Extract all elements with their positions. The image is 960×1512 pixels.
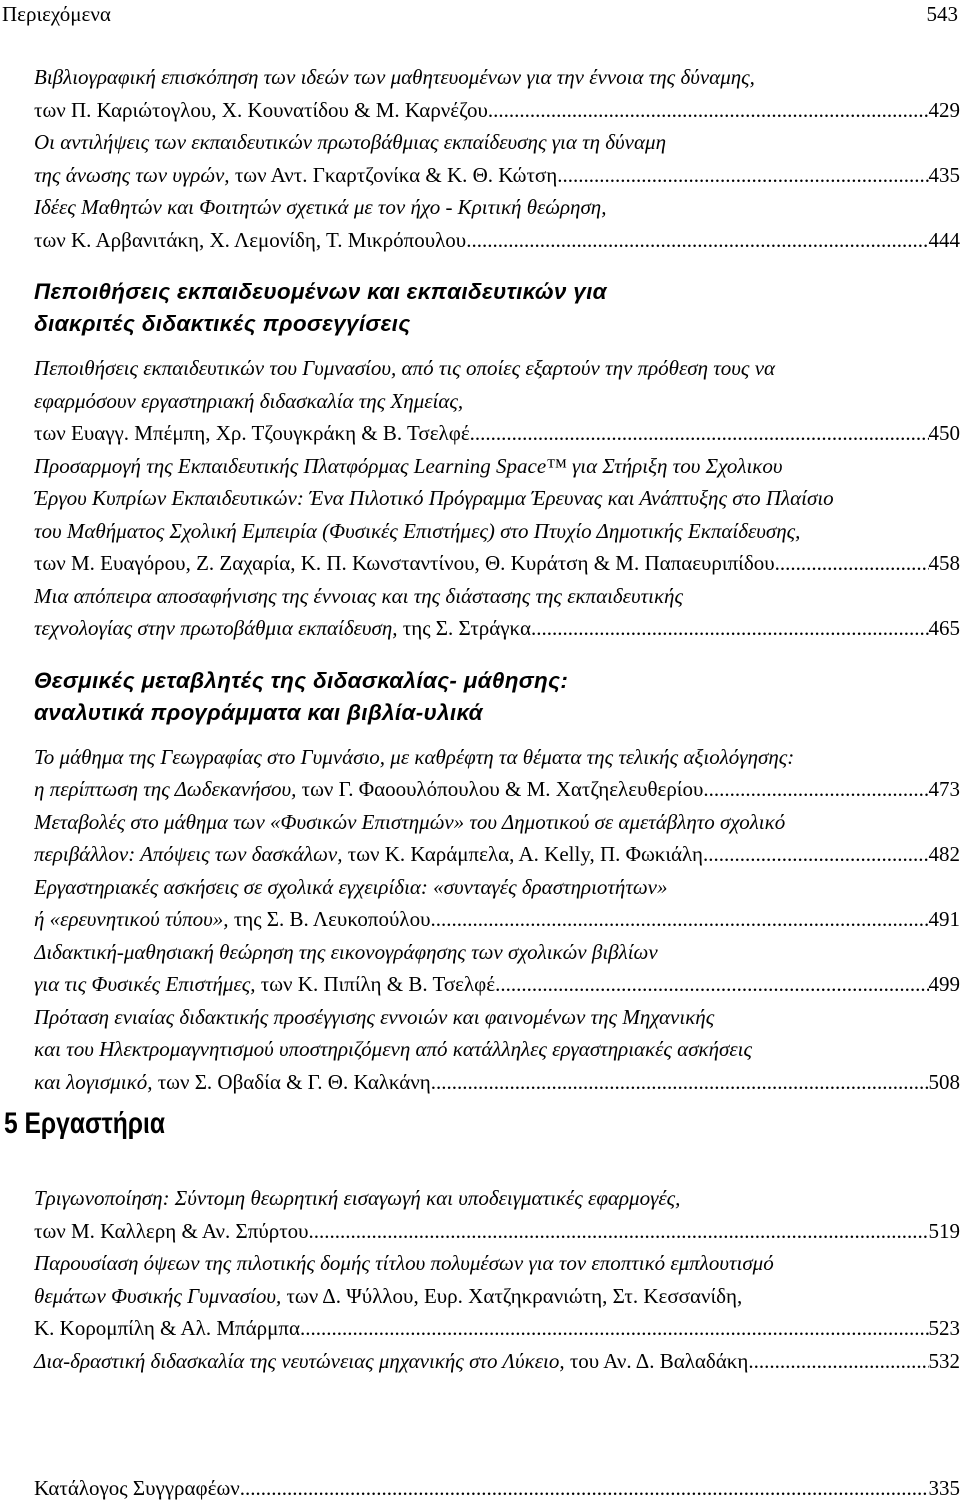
- entry-page: 519: [928, 1218, 960, 1243]
- entry-authors: της Σ. Στράγκα: [402, 616, 531, 640]
- entry-title-line: Το μάθημα της Γεωγραφίας στο Γυμνάσιο, με καθρέφτη τα θέματα της τελικής αξιολόγησης:: [34, 744, 795, 769]
- toc-entry[interactable]: [34, 352, 960, 450]
- header-title: Περιεχόμενα: [2, 2, 111, 26]
- entry-authors: των Κ. Πιπίλη & Β. Τσελφέ: [260, 972, 496, 996]
- toc-entry[interactable]: Εργαστηριακές ασκήσεις σε σχολικά εγχειρίδια: «συνταγές δραστηριοτήτων» ή «ερευνητικού τύπου», της Σ. Β. Λευκοπούλου ..... 491: [34, 871, 960, 936]
- entry-title-line: Μεταβολές στο μάθημα των «Φυσικών Επιστημών» του Δημοτικού σε αμετάβλητο σχολικό: [34, 809, 786, 834]
- entry-title-line: Πρόταση ενιαίας διδακτικής προσέγγισης εννοιών και φαινομένων της Μηχανικής: [34, 1004, 715, 1029]
- entry-title-line: Τριγωνοποίηση: Σύντομη θεωρητική εισαγωγή και υποδειγματικές εφαρμογές,: [34, 1186, 681, 1210]
- entry-title-line: Προσαρμογή της Εκπαιδευτικής Πλατφόρμας Learning Space™ για Στήριξη του Σχολικου: [34, 453, 783, 478]
- entry-title-line: Παρουσίαση όψεων της πιλοτικής δομής τίτλου πολυμέσων για τον εποπτικό εμπλουτισμό: [34, 1251, 774, 1275]
- entry-title-line: Έργου Κυπρίων Εκπαιδευτικών: Ένα Πιλοτικό Πρόγραμμα Έρευνας και Ανάπτυξης στο Πλαίσιο: [34, 486, 834, 510]
- toc-entry[interactable]: [34, 191, 960, 256]
- entry-page: 335: [928, 1476, 960, 1500]
- dot-leader: [488, 94, 929, 127]
- entry-authors: του Αν. Δ. Βαλαδάκη: [569, 1348, 749, 1373]
- toc-entry[interactable]: [34, 61, 960, 126]
- entry-authors: της Σ. Β. Λευκοπούλου: [233, 907, 431, 931]
- entry-authors: των Δ. Ψύλλου, Ευρ. Χατζηκρανιώτη, Στ. Κεσσανίδη,: [286, 1283, 743, 1308]
- page-header: [0, 0, 960, 30]
- section-heading: Θεσμικές μεταβλητές της διδασκαλίας- μάθησης: αναλυτικά προγράμματα και βιβλία-υλικά: [34, 667, 569, 725]
- entry-page: 491: [928, 907, 960, 931]
- dot-leader: [466, 224, 928, 257]
- toc-entry[interactable]: Δια-δραστική διδασκαλία της νευτώνειας μηχανικής στο Λύκειο, του Αν. Δ. Βαλαδάκη ..... 532: [34, 1345, 960, 1378]
- entry-authors: των Σ. Οβαδία & Γ. Θ. Καλκάνη: [157, 1069, 431, 1094]
- entry-title-line: Μια απόπειρα αποσαφήνισης της έννοιας και της διάστασης της εκπαιδευτικής: [34, 583, 683, 608]
- dot-leader: [470, 417, 929, 450]
- entry-title-line: Πεποιθήσεις εκπαιδευτικών του Γυμνασίου, από τις οποίες εξαρτούν την πρόθεση τους να: [34, 356, 776, 380]
- dot-leader: [703, 838, 928, 871]
- toc-entry[interactable]: Πρόταση ενιαίας διδακτικής προσέγγισης εννοιών και φαινομένων της Μηχανικής και του Ηλεκτρομαγνητισμού υποστηριζόμενη από κατάλληλες εργαστηριακές ασκήσεις και λογισμικό, των Σ. Οβαδία & Γ. Θ. Καλκάνη ..... 508: [34, 1001, 960, 1099]
- entry-authors: των Αντ. Γκαρτζονίκα & Κ. Θ. Κώτση: [234, 162, 558, 187]
- entry-page: 499: [928, 972, 960, 996]
- chapter-heading: 5 Εργαστήρια: [4, 1107, 165, 1140]
- dot-leader: [703, 773, 928, 806]
- toc-entry[interactable]: Διδακτική-μαθησιακή θεώρηση της εικονογράφησης των σχολικών βιβλίων για τις Φυσικές Επιστήμες, των Κ. Πιπίλη & Β. Τσελφέ ..... 499: [34, 936, 960, 1001]
- toc-entry[interactable]: Παρουσίαση όψεων της πιλοτικής δομής τίτλου πολυμέσων για τον εποπτικό εμπλουτισμό θεμάτων Φυσικής Γυμνασίου, των Δ. Ψύλλου, Ευρ. Χατζηκρανιώτη, Στ. Κεσσανίδη, Κ. Κορομπίλη & Αλ. Μπάρμπα ..... 523: [34, 1247, 960, 1345]
- entry-title-line: Εργαστηριακές ασκήσεις σε σχολικά εγχειρίδια: «συνταγές δραστηριοτήτων»: [34, 874, 668, 899]
- dot-leader: [775, 547, 929, 580]
- entry-title-line: και του Ηλεκτρομαγνητισμού υποστηριζόμενη από κατάλληλες εργαστηριακές ασκήσεις: [34, 1037, 753, 1061]
- dot-leader: [300, 1312, 929, 1345]
- toc-content: [4, 61, 960, 1377]
- entry-authors: των Μ. Καλλερη & Αν. Σπύρτου: [34, 1218, 309, 1243]
- toc-entry[interactable]: Το μάθημα της Γεωγραφίας στο Γυμνάσιο, με καθρέφτη τα θέματα της τελικής αξιολόγησης: η περίπτωση της Δωδεκανήσου, των Γ. Φαοουλόπουλου & Μ. Χατζηελευθερίου ..... 473: [34, 741, 960, 806]
- entry-page: 444: [928, 227, 960, 252]
- entry-page: 458: [928, 551, 960, 575]
- entry-page: 450: [928, 421, 960, 445]
- toc-entry[interactable]: Μεταβολές στο μάθημα των «Φυσικών Επιστημών» του Δημοτικού σε αμετάβλητο σχολικό περιβάλλον: Απόψεις των δασκάλων, των Κ. Καράμπελα, Α. Kelly, Π. Φωκιάλη ..... 482: [34, 806, 960, 871]
- toc-entry[interactable]: [34, 1182, 960, 1247]
- entry-authors: των Π. Καριώτογλου, Χ. Κουνατίδου & Μ. Καρνέζου: [34, 97, 488, 122]
- dot-leader: [431, 903, 929, 936]
- entry-title-line: Οι αντιλήψεις των εκπαιδευτικών πρωτοβάθμιας εκπαίδευσης για τη δύναμη: [34, 130, 666, 154]
- entry-title-line: Ιδέες Μαθητών και Φοιτητών σχετικά με τον ήχο - Κριτική θεώρηση,: [34, 195, 607, 219]
- entry-authors: Κ. Κορομπίλη & Αλ. Μπάρμπα: [34, 1316, 300, 1340]
- toc-entry[interactable]: [34, 450, 960, 580]
- entry-page: 429: [928, 97, 960, 122]
- footer-entry-wrap: [34, 1472, 960, 1505]
- entry-page: 482: [928, 842, 960, 866]
- entry-title-line: Διδακτική-μαθησιακή θεώρηση της εικονογράφησης των σχολικών βιβλίων: [34, 939, 658, 964]
- entry-page: 532: [928, 1348, 960, 1373]
- dot-leader: [495, 968, 928, 1001]
- dot-leader: [531, 612, 929, 645]
- entry-page: 465: [928, 616, 960, 640]
- entry-page: 473: [928, 777, 960, 801]
- footer-entry-title: Κατάλογος Συγγραφέων: [34, 1476, 240, 1500]
- entry-authors: των Κ. Αρβανιτάκη, Χ. Λεμονίδη, Τ. Μικρόπουλου: [34, 227, 467, 252]
- entry-title-line: Βιβλιογραφική επισκόπηση των ιδεών των μαθητευομένων για την έννοια της δύναμης,: [34, 65, 755, 89]
- entry-authors: των Μ. Ευαγόρου, Ζ. Ζαχαρία, Κ. Π. Κωνσταντίνου, Θ. Κυράτση & Μ. Παπαευριπίδου: [34, 551, 775, 575]
- dot-leader: [431, 1066, 929, 1099]
- entry-title-line: εφαρμόσουν εργαστηριακή διδασκαλία της Χημείας,: [34, 388, 464, 413]
- entry-authors: των Γ. Φαοουλόπουλου & Μ. Χατζηελευθερίου: [301, 777, 704, 801]
- toc-entry-authors-index[interactable]: [34, 1472, 960, 1505]
- dot-leader: [240, 1472, 929, 1505]
- dot-leader: [309, 1215, 929, 1248]
- dot-leader: [748, 1345, 928, 1378]
- section-heading: Πεποιθήσεις εκπαιδευομένων και εκπαιδευτικών για διακριτές διδακτικές προσεγγίσεις: [34, 279, 607, 336]
- entry-page: 508: [928, 1069, 960, 1094]
- entry-page: 523: [928, 1316, 960, 1340]
- entry-title-line: του Μαθήματος Σχολική Εμπειρία (Φυσικές Επιστήμες) στο Πτυχίο Δημοτικής Εκπαίδευσης,: [34, 518, 801, 543]
- toc-entry[interactable]: Οι αντιλήψεις των εκπαιδευτικών πρωτοβάθμιας εκπαίδευσης για τη δύναμη της άνωσης των υγρών, των Αντ. Γκαρτζονίκα & Κ. Θ. Κώτση ..... 435: [34, 126, 960, 191]
- entry-authors: των Ευαγγ. Μπέμπη, Χρ. Τζουγκράκη & Β. Τσελφέ: [34, 421, 470, 445]
- entry-authors: των Κ. Καράμπελα, Α. Kelly, Π. Φωκιάλη: [347, 842, 704, 866]
- toc-entry[interactable]: Μια απόπειρα αποσαφήνισης της έννοιας και της διάστασης της εκπαιδευτικής τεχνολογίας στην πρωτοβάθμια εκπαίδευση, της Σ. Στράγκα ..... 465: [34, 580, 960, 645]
- header-page-number: 543: [926, 2, 958, 26]
- entry-page: 435: [928, 162, 960, 187]
- dot-leader: [557, 159, 928, 192]
